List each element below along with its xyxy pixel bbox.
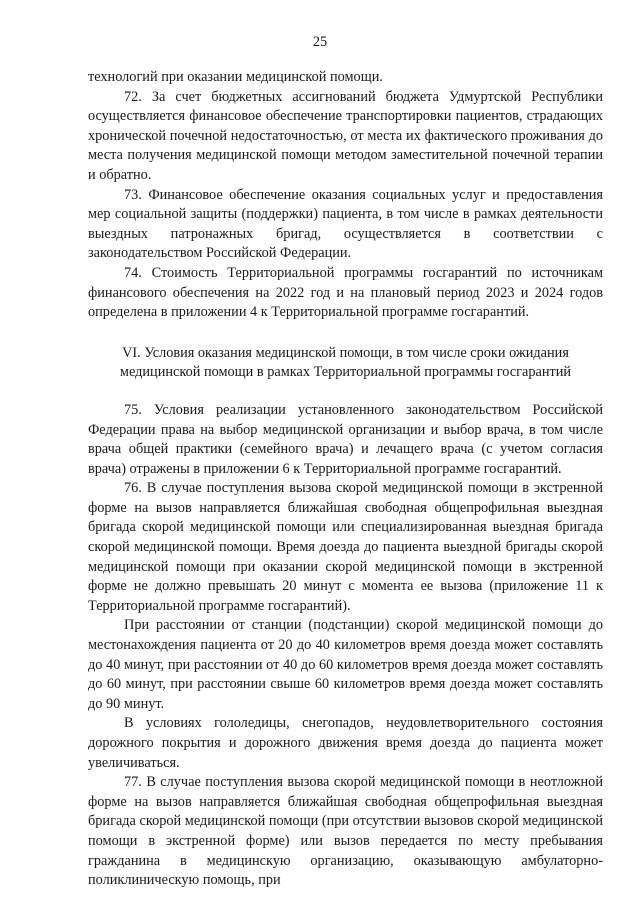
page-number: 25: [312, 34, 328, 50]
paragraph-74: 74. Стоимость Территориальной программы госгарантий по источникам финансового обеспечения на 2022 год и на плановый период 2023 и 2024 годов определена в приложении 4 к Территориальной программе госгарантий.: [88, 264, 603, 321]
paragraph-72: 72. За счет бюджетных ассигнований бюджета Удмуртской Республики осуществляется финансовое обеспечение транспортировки пациентов, страдающих хронической почечной недостаточностью, от места их фактического проживания до места получения медицинской помощи методом заместительной почечной терапии и обратно.: [88, 88, 603, 183]
paragraph-76: 76. В случае поступления вызова скорой медицинской помощи в экстренной форме на вызов направляется ближайшая свободная общепрофильная выездная бригада скорой медицинской помощи или специализированная выездная бригада скорой медицинской помощи. Время доезда до пациента выездной бригады скорой медицинской помощи при оказании скорой медицинской помощи в экстренной форме не должно превышать 20 минут с момента ее вызова (приложение 11 к Территориальной программе госгарантий).: [88, 480, 603, 614]
section-heading: VI. Условия оказания медицинской помощи, в том числе сроки ожидания медицинской помощи в рамках Территориальной программы госгарантий: [119, 344, 572, 381]
paragraph-76-distance: При расстоянии от станции (подстанции) скорой медицинской помощи до местонахождения пациента от 20 до 40 километров время доезда может составлять до 40 минут, при расстоянии от 40 до 60 километров время доезда может составлять до 60 минут, при расстоянии свыше 60 километров время доезда может составлять до 90 минут.: [88, 617, 603, 712]
paragraph-77: 77. В случае поступления вызова скорой медицинской помощи в неотложной форме на вызов направляется ближайшая свободная общепрофильная выездная бригада скорой медицинской помощи (при отсутствии вызовов скорой медицинской помощи в экстренной форме) или вызов передается по месту пребывания гражданина в медицинскую организацию, оказывающую амбулаторно-поликлиническую помощь, при: [88, 774, 603, 889]
document-body: [88, 68, 603, 891]
paragraph-75: 75. Условия реализации установленного законодательством Российской Федерации права на выбор медицинской организации и выбор врача, в том числе врача общей практики (семейного врача) и лечащего врача (с учетом согласия врача) отражены в приложении 6 к Территориальной программе госгарантий.: [88, 401, 603, 477]
paragraph-73: 73. Финансовое обеспечение оказания социальных услуг и предоставления мер социальной защиты (поддержки) пациента, в том числе в рамках деятельности выездных патронажных бригад, осуществляется в соответствии с законодательством Российской Федерации.: [88, 186, 603, 262]
paragraph-76-conditions: В условиях гололедицы, снегопадов, неудовлетворительного состояния дорожного покрытия и дорожного движения время доезда до пациента может увеличиваться.: [88, 715, 603, 771]
paragraph-continuation: технологий при оказании медицинской помощи.: [88, 69, 383, 85]
